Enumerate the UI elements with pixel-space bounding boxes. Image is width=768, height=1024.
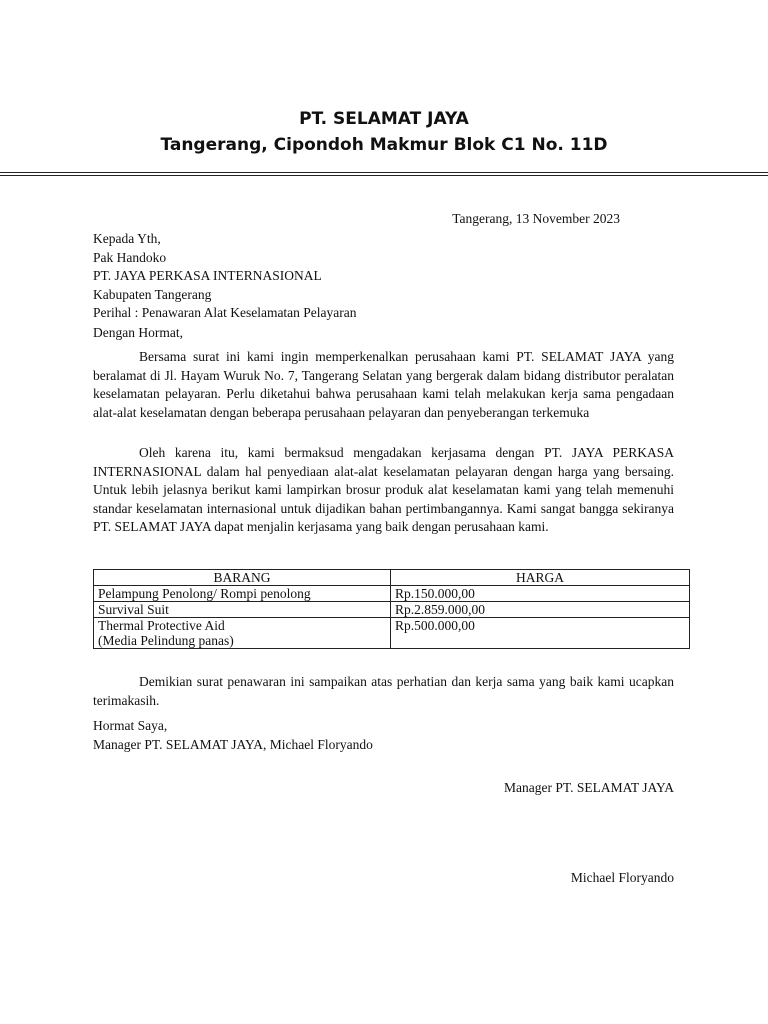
signature-title: Manager PT. SELAMAT JAYA — [503, 780, 674, 795]
salutation: Dengan Hormat, — [93, 325, 183, 340]
letter-subject: Perihal : Penawaran Alat Keselamatan Pelayaran — [93, 305, 357, 320]
closing-greeting: Hormat Saya, — [93, 718, 168, 733]
table-header-row — [94, 570, 690, 586]
header-divider-bottom — [0, 175, 768, 176]
item-cell — [94, 618, 391, 649]
recipient-company: PT. JAYA PERKASA INTERNASIONAL — [93, 268, 322, 283]
item-name: Thermal Protective Aid — [98, 618, 225, 633]
company-address: Tangerang, Cipondoh Makmur Blok C1 No. 11D — [160, 135, 608, 155]
price-cell: Rp.150.000,00 — [391, 586, 690, 602]
recipient-name: Pak Handoko — [93, 249, 167, 265]
item-description: (Media Pelindung panas) — [98, 633, 234, 648]
item-cell: Pelampung Penolong/ Rompi penolong — [94, 586, 391, 602]
header-divider-top — [0, 172, 768, 173]
body-paragraph-closing: Demikian surat penawaran ini sampaikan atas perhatian dan kerja sama yang baik kami ucapkan terimakasih. — [93, 674, 674, 708]
signature-name: Michael Floryando — [570, 870, 674, 885]
body-paragraph-intro: Bersama surat ini kami ingin memperkenalkan perusahaan kami PT. SELAMAT JAYA yang beralamat di Jl. Hayam Wuruk No. 7, Tangerang Selatan yang bergerak dalam bidang distributor peralatan keselamatan pelayaran. Perlu diketahui bahwa perusahaan kami telah melakukan kerja sama pengadaan alat-alat keselamatan dengan beberapa perusahaan pelayaran dan penyeberangan terkemuka — [93, 349, 674, 420]
closing-block — [93, 716, 373, 754]
recipient-location: Kabupaten Tangerang — [93, 286, 212, 302]
price-table — [93, 569, 690, 649]
letterhead — [0, 106, 768, 158]
table-row — [94, 602, 690, 618]
table-row — [94, 586, 690, 602]
recipient-block — [93, 230, 357, 323]
price-cell: Rp.500.000,00 — [391, 618, 690, 649]
letter-date: Tangerang, 13 November 2023 — [452, 211, 620, 226]
table-row — [94, 618, 690, 649]
price-cell: Rp.2.859.000,00 — [391, 602, 690, 618]
company-name: PT. SELAMAT JAYA — [299, 109, 469, 129]
closing-sender: Manager PT. SELAMAT JAYA, Michael Floryando — [93, 737, 373, 752]
item-cell: Survival Suit — [94, 602, 391, 618]
column-header-price: HARGA — [391, 570, 690, 586]
body-paragraph-offer: Oleh karena itu, kami bermaksud mengadakan kerjasama dengan PT. JAYA PERKASA INTERNASIONAL dalam hal penyediaan alat-alat keselamatan pelayaran dengan harga yang bersaing. Untuk lebih jelasnya berikut kami lampirkan brosur produk alat keselamatan kami yang telah memenuhi standar keselamatan internasional untuk dijadikan bahan pertimbangannya. Kami sangat bangga sekiranya PT. SELAMAT JAYA dapat menjalin kerjasama yang baik dengan perusahaan kami. — [93, 445, 674, 534]
column-header-item: BARANG — [94, 570, 391, 586]
recipient-line: Kepada Yth, — [93, 231, 161, 246]
